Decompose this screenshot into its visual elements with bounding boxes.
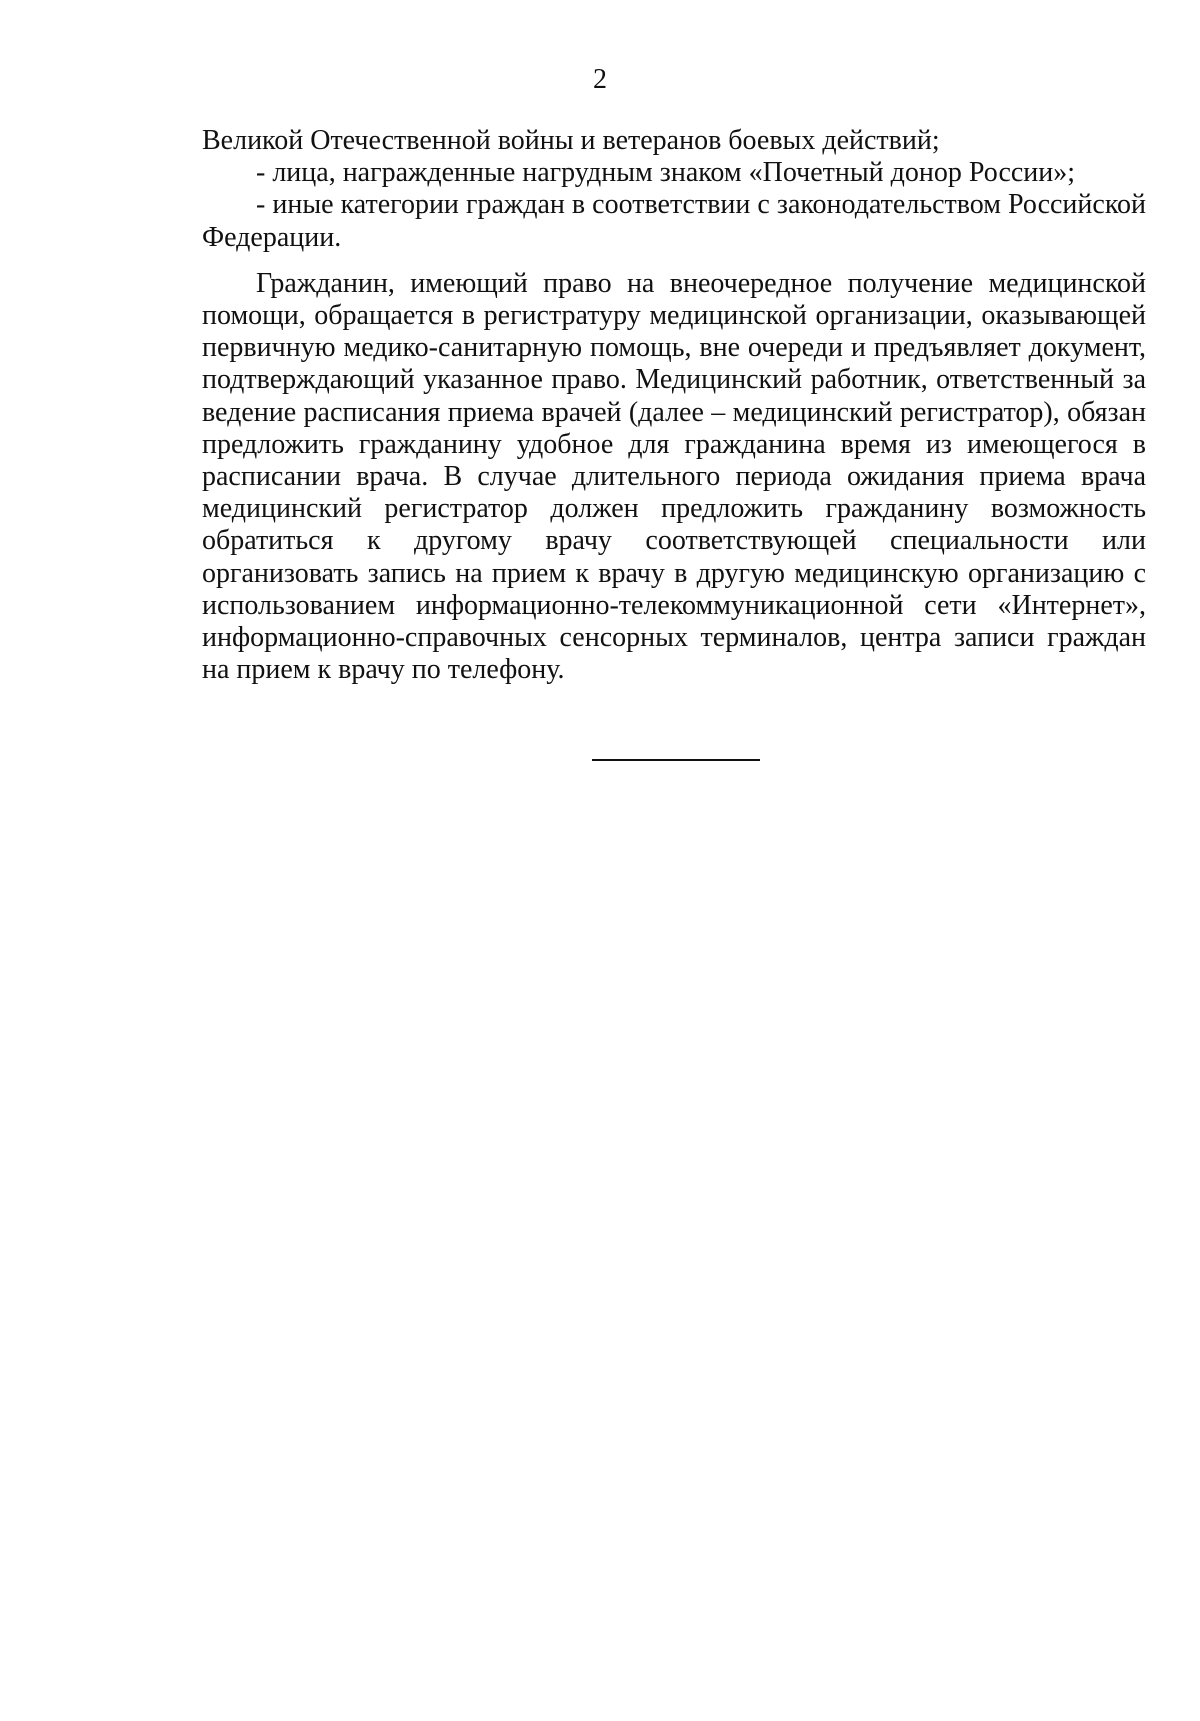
list-item-other-categories: - иные категории граждан в соответствии с законодательством Российской Федерации. <box>202 189 1146 253</box>
list-item-donor: - лица, награжденные нагрудным знаком «Почетный донор России»; <box>256 157 1076 189</box>
paragraph-procedure: Гражданин, имеющий право на внеочередное получение медицинской помощи, обращается в регистратуру медицинской организации, оказывающей первичную медико-санитарную помощь, вне очереди и предъявляет документ, подтверждающий указанное право. Медицинский работник, ответственный за ведение расписания приема врачей (далее – медицинский регистратор), обязан предложить гражданину удобное для гражданина время из имеющегося в расписании врача. В случае длительного периода ожидания приема врача медицинский регистратор должен предложить гражданину возможность обратиться к другому врачу соответствующей специальности или организовать запись на прием к врачу в другую медицинскую организацию с использованием информационно-телекоммуникационной сети «Интернет», информационно-справочных сенсорных терминалов, центра записи граждан на прием к врачу по телефону. <box>202 267 1146 686</box>
end-separator-line <box>592 759 760 761</box>
page-number: 2 <box>593 64 607 95</box>
paragraph-continuation: Великой Отечественной войны и ветеранов боевых действий; <box>202 125 940 156</box>
document-body <box>202 125 1146 686</box>
